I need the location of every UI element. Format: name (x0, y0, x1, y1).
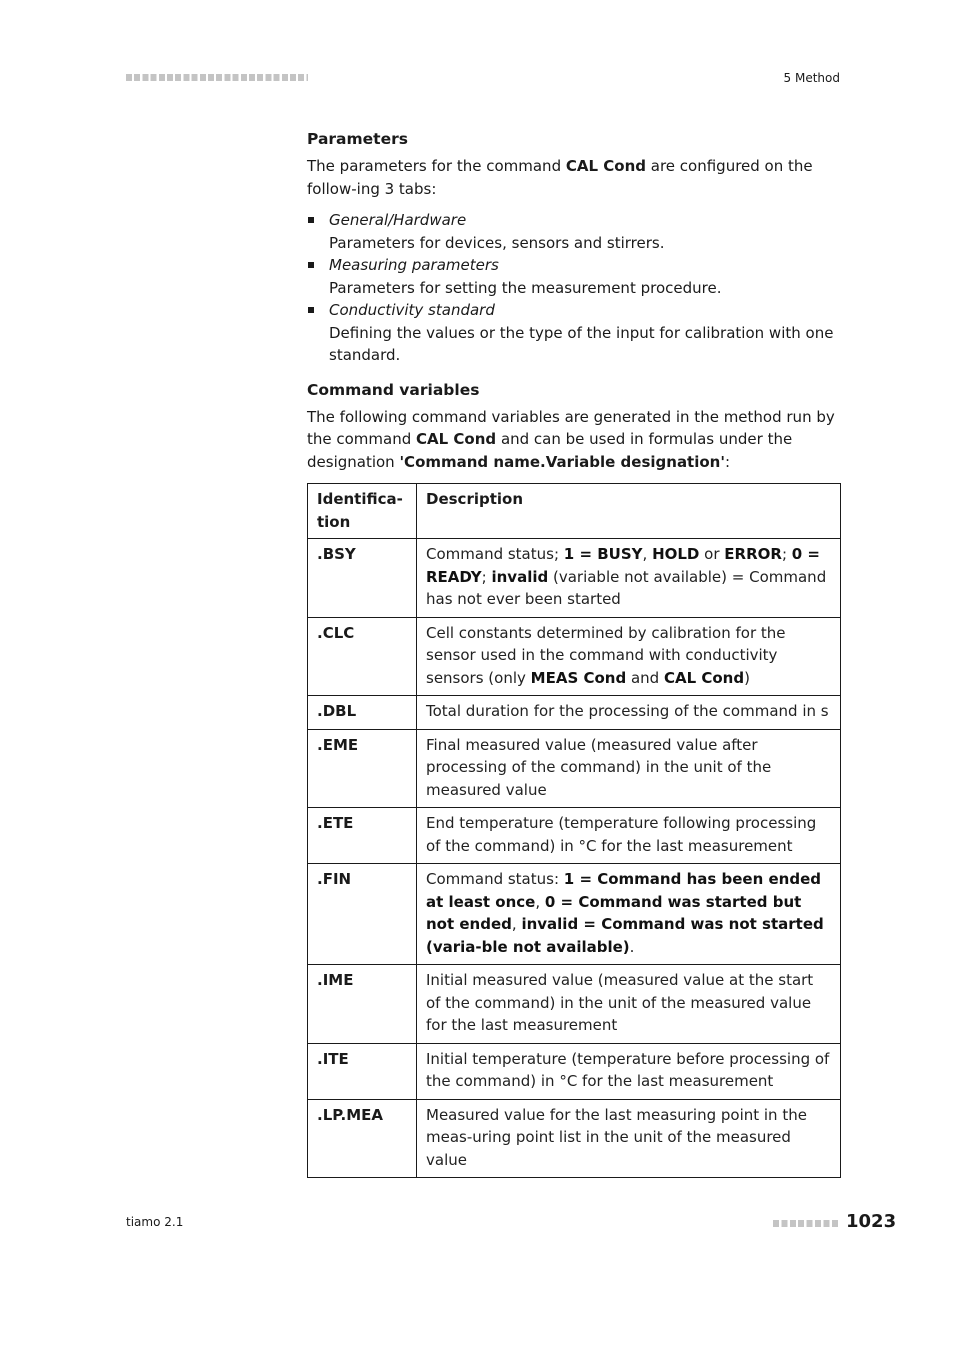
command-variables-heading: Command variables (307, 380, 480, 399)
tab-list-item (307, 299, 841, 367)
variable-description: Total duration for the processing of the command in s (417, 696, 841, 730)
page-content (307, 128, 841, 1178)
variable-id: .CLC (308, 617, 417, 696)
parameters-heading: Parameters (307, 130, 408, 148)
variable-description: Command status; 1 = BUSY, HOLD or ERROR; 0 = READY; invalid (variable not available) = Command has not ever been started (417, 539, 841, 618)
bullet-icon (308, 307, 314, 313)
bullet-icon (308, 217, 314, 223)
variable-id: .ITE (308, 1043, 417, 1099)
variable-description: Final measured value (measured value after processing of the command) in the unit of the measured value (417, 729, 841, 808)
variable-id: .EME (308, 729, 417, 808)
column-header-description: Description (417, 484, 841, 539)
tab-list (307, 209, 841, 367)
variable-id: .ETE (308, 808, 417, 864)
tab-name: Measuring parameters (329, 256, 499, 274)
page-number: 1023 (846, 1211, 897, 1232)
table-row (308, 965, 841, 1044)
section-title: 5 Method (783, 71, 840, 85)
footer-decoration (773, 1220, 840, 1227)
table-row (308, 864, 841, 965)
variable-id: .DBL (308, 696, 417, 730)
tab-name: General/Hardware (329, 211, 467, 229)
table-row (308, 808, 841, 864)
variable-id: .LP.MEA (308, 1099, 417, 1178)
header-decoration (126, 74, 308, 81)
table-row (308, 617, 841, 696)
command-variables-intro: The following command variables are generated in the method run by the command CAL Cond and can be used in formulas under the designation 'Command name.Variable designation': (307, 407, 835, 471)
variable-description: End temperature (temperature following processing of the command) in °C for the last measurement (417, 808, 841, 864)
tab-description: Parameters for setting the measurement procedure. (329, 278, 722, 297)
table-row (308, 729, 841, 808)
table-row (308, 539, 841, 618)
variable-description: Initial temperature (temperature before processing of the command) in °C for the last measurement (417, 1043, 841, 1099)
product-name: tiamo 2.1 (126, 1215, 184, 1229)
tab-description: Parameters for devices, sensors and stirrers. (329, 233, 665, 252)
variable-description: Cell constants determined by calibration for the sensor used in the command with conductivity sensors (only MEAS Cond and CAL Cond) (417, 617, 841, 696)
variable-id: .IME (308, 965, 417, 1044)
bullet-icon (308, 262, 314, 268)
column-header-identification: Identifica-tion (308, 484, 417, 539)
variable-description: Measured value for the last measuring point in the meas-uring point list in the unit of the measured value (417, 1099, 841, 1178)
tab-list-item (307, 254, 841, 299)
table-row (308, 696, 841, 730)
table-row (308, 1043, 841, 1099)
tab-description: Defining the values or the type of the input for calibration with one standard. (329, 323, 834, 364)
variable-description: Command status: 1 = Command has been ended at least once, 0 = Command was started but not ended, invalid = Command was not started (varia-ble not available). (417, 864, 841, 965)
command-variables-table (307, 483, 841, 1178)
table-header-row (308, 484, 841, 539)
parameters-intro: The parameters for the command CAL Cond are configured on the follow-ing 3 tabs: (307, 157, 813, 198)
tab-name: Conductivity standard (329, 301, 495, 319)
variable-id: .BSY (308, 539, 417, 618)
table-row (308, 1099, 841, 1178)
variable-id: .FIN (308, 864, 417, 965)
tab-list-item (307, 209, 841, 254)
variable-description: Initial measured value (measured value at the start of the command) in the unit of the measured value for the last measurement (417, 965, 841, 1044)
